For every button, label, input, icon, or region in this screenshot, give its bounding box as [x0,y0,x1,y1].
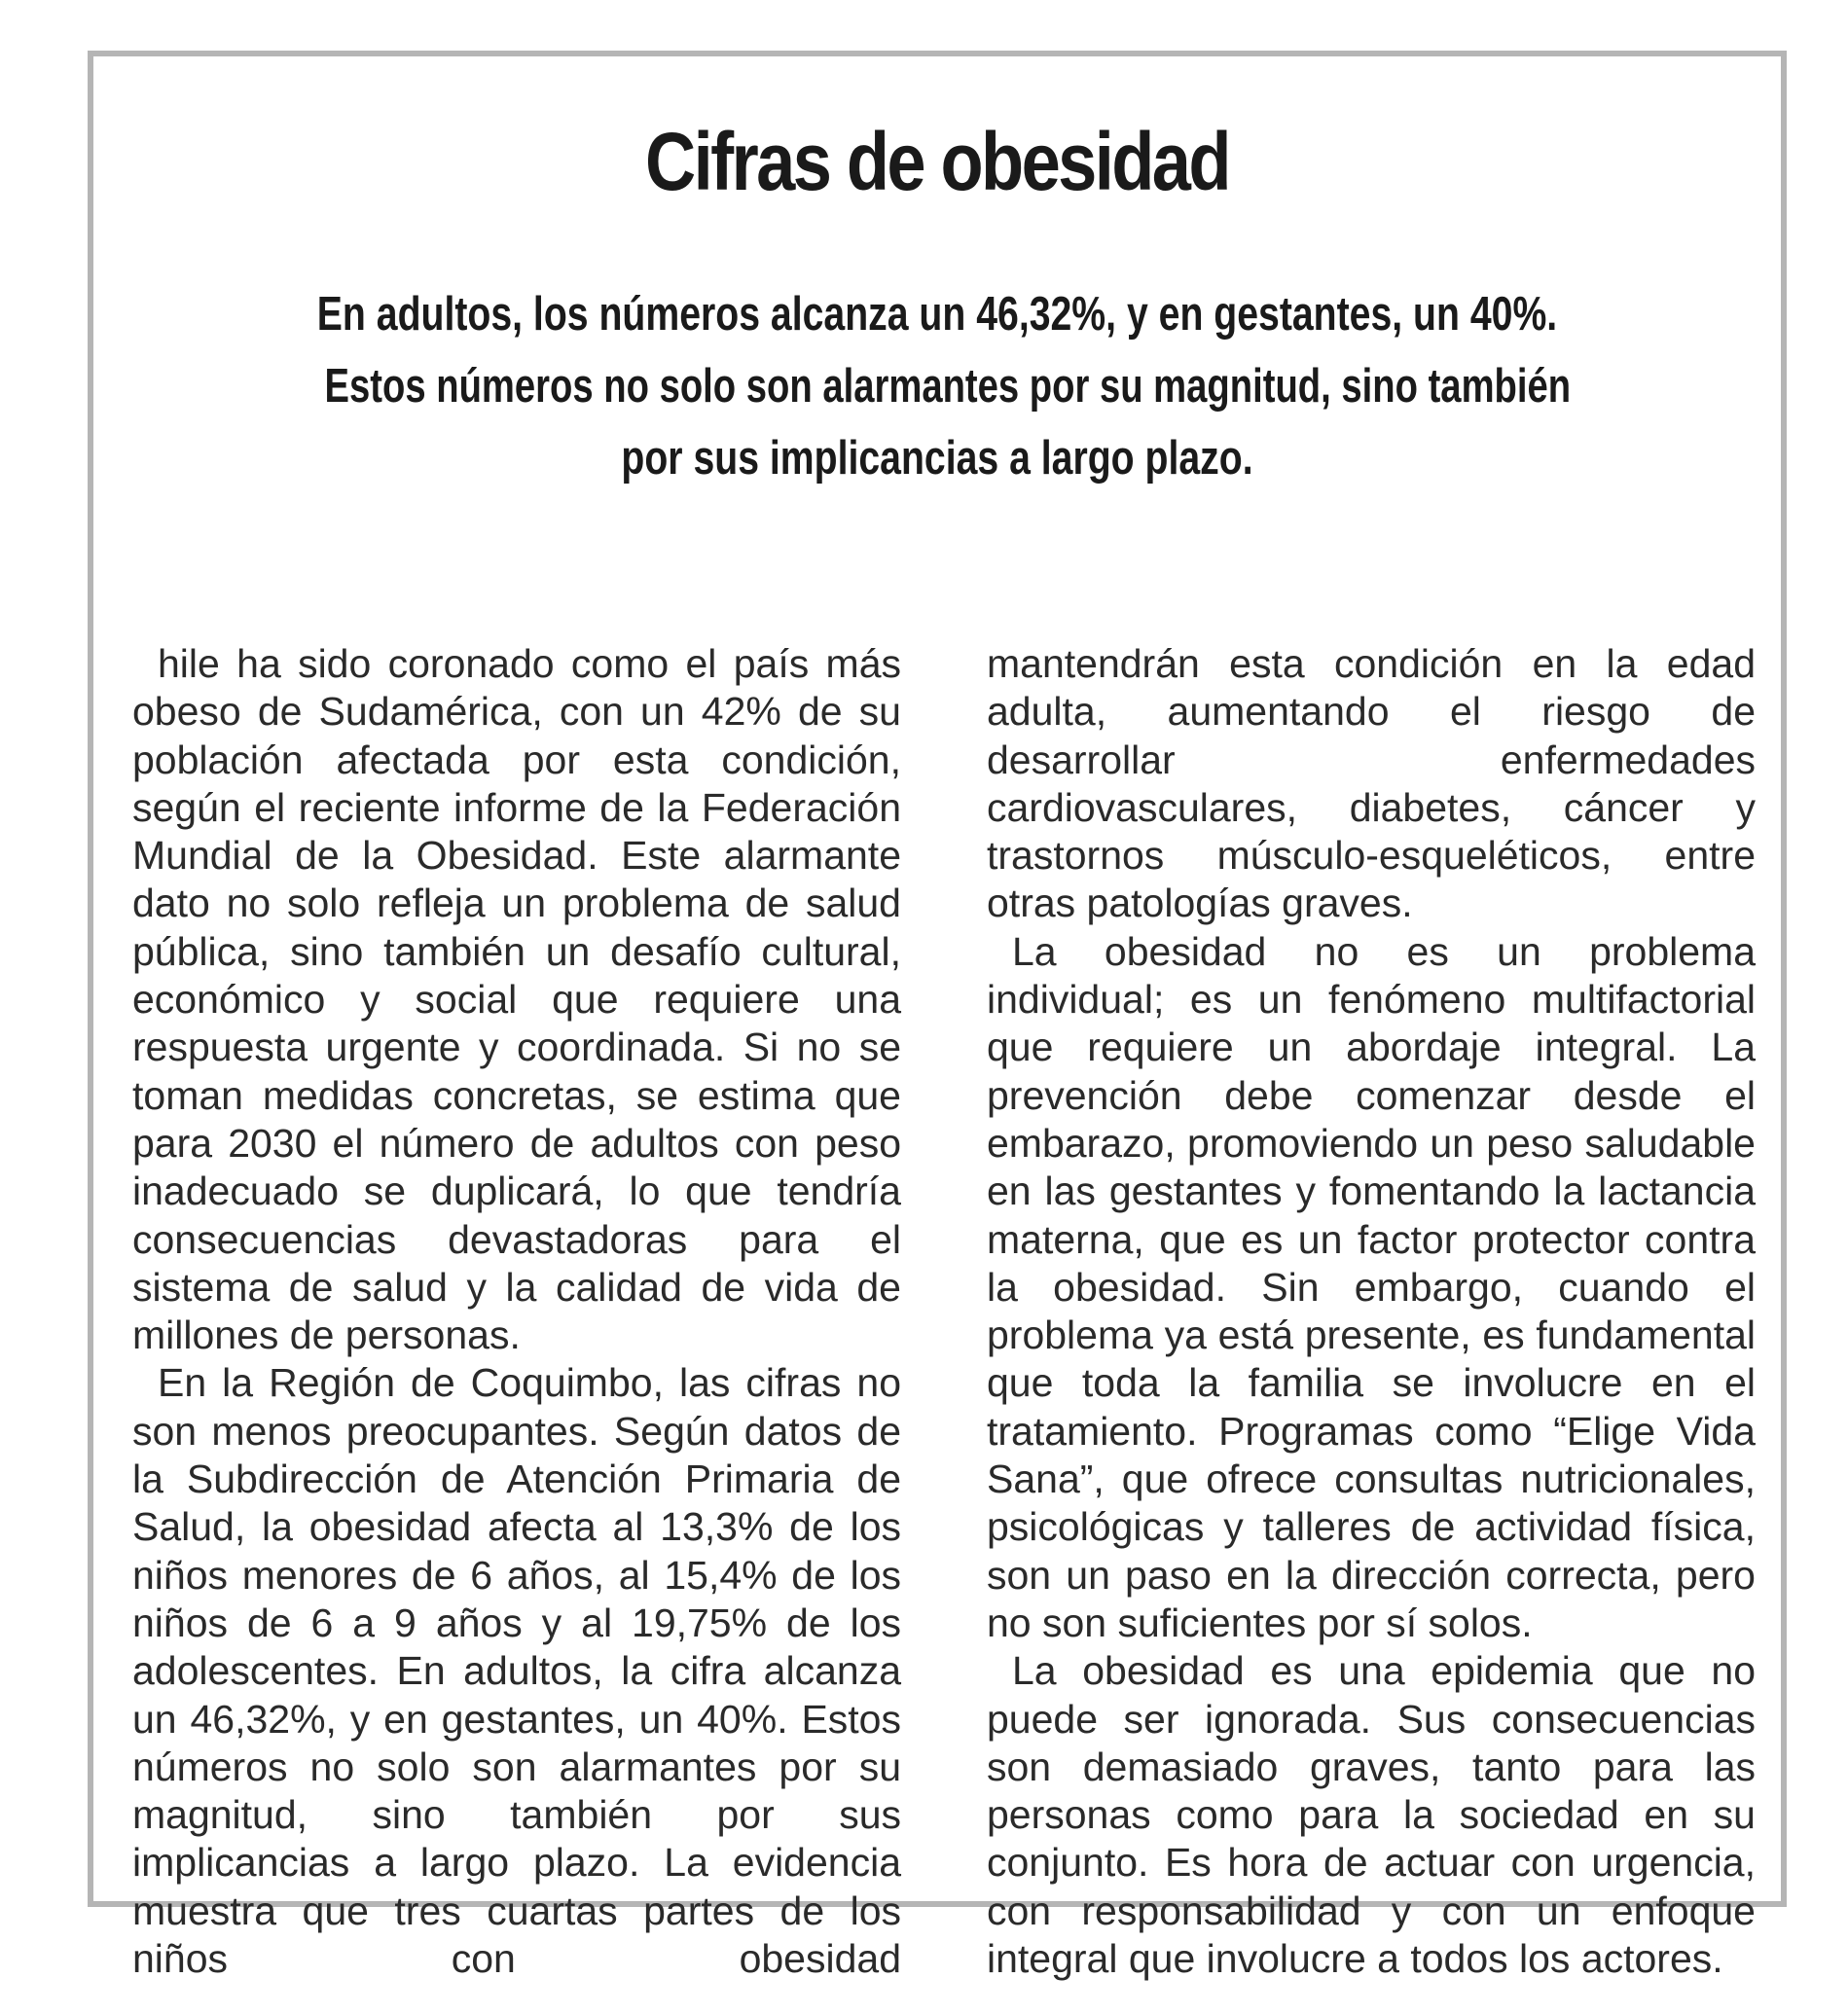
lead-line: por sus implicancias a largo plazo. [621,432,1253,485]
body-paragraph: La obesidad no es un problema individual; es un fenómeno multifactorial que requiere un abordaje integral. La prevención debe comenzar desde el embarazo, promoviendo un peso saludable en las gestantes y fomentando la lactancia materna, que es un factor protector contra la obesidad. Sin embargo, cuando el problema ya está presente, es fundamental que toda la familia se involucre en el tratamiento. Programas como “Elige Vida Sana”, que ofrece consultas nutricionales, psicológicas y talleres de actividad física, son un paso en la dirección correcta, pero no son suficientes por sí solos. [987,928,1756,1645]
article-title: Cifras de obesidad [645,116,1229,207]
left-column [132,640,901,1983]
article-frame [88,51,1787,1982]
lead-line: Estos números no solo son alarmantes por su magnitud, sino también [324,360,1572,413]
right-column [987,640,1756,1983]
body-paragraph: La obesidad es una epidemia que no puede ser ignorada. Sus consecuencias son demasiado graves, tanto para las personas como para la sociedad en su conjunto. Es hora de actuar con urgencia, con responsabilidad y con un enfoque integral que involucre a todos los actores. [987,1648,1756,1982]
article-lead [152,278,1722,494]
body-paragraph: En la Región de Coquimbo, las cifras no son menos preocupantes. Según datos de la Subdirección de Atención Primaria de Salud, la obesidad afecta al 13,3% de los niños menores de 6 años, al 15,4% de los niños de 6 a 9 años y al 19,75% de los adolescentes. En adultos, la cifra alcanza un 46,32%, y en gestantes, un 40%. Estos números no solo son alarmantes por su magnitud, sino también por sus implicancias a largo plazo. La evidencia muestra que tres cuartas partes de los niños con obesidad [132,1360,901,1982]
body-paragraph: mantendrán esta condición en la edad adulta, aumentando el riesgo de desarrollar enfermedades cardiovasculares, diabetes, cáncer y trastornos músculo-esqueléticos, entre otras patologías graves. [987,641,1756,926]
lead-line: En adultos, los números alcanza un 46,32%, y en gestantes, un 40%. [316,288,1558,341]
body-paragraph: hile ha sido coronado como el país más obeso de Sudamérica, con un 42% de su población afectada por esta condición, según el reciente informe de la Federación Mundial de la Obesidad. Este alarmante dato no solo refleja un problema de salud pública, sino también un desafío cultural, económico y social que requiere una respuesta urgente y coordinada. Si no se toman medidas concretas, se estima que para 2030 el número de adultos con peso inadecuado se duplicará, lo que tendría consecuencias devastadoras para el sistema de salud y la calidad de vida de millones de personas. [132,641,901,1358]
